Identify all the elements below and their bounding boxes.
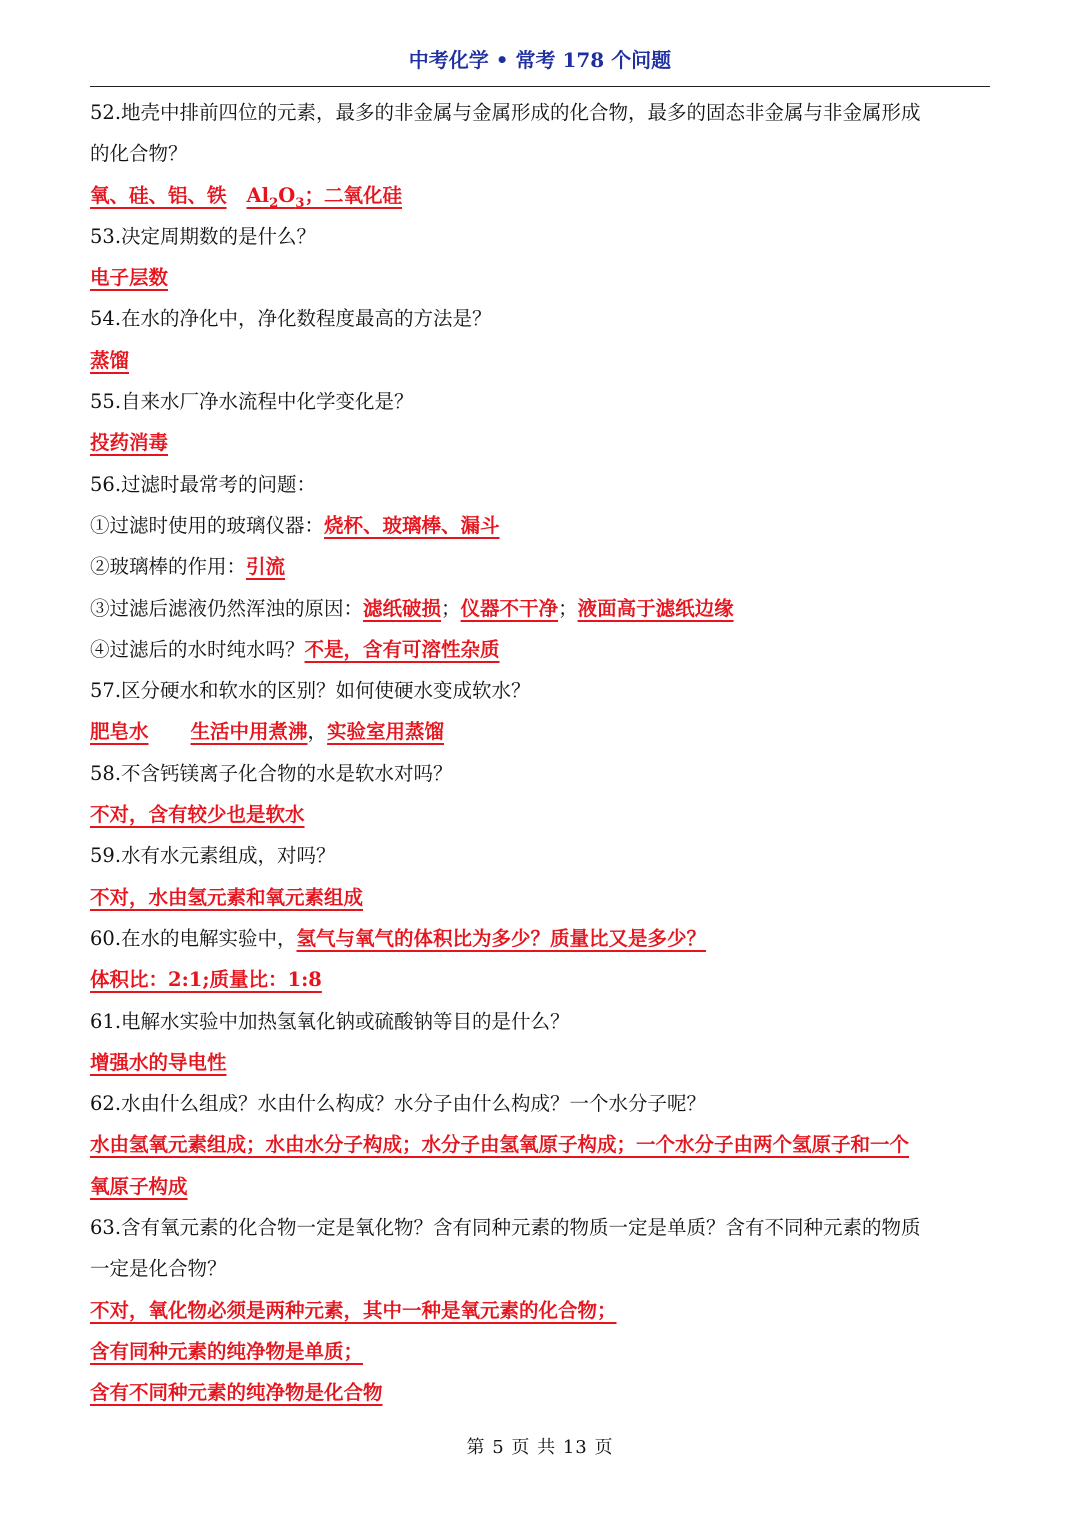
formula-sub-3: 3 [295, 195, 305, 211]
page-content [90, 92, 990, 1414]
question-60-text: 60.在水的电解实验中， [90, 926, 297, 950]
question-60 [90, 918, 990, 959]
formula-o: O [278, 183, 296, 207]
separator: ； [441, 596, 461, 620]
question-56-4 [90, 629, 990, 670]
question-58: 58.不含钙镁离子化合物的水是软水对吗？ [90, 761, 453, 785]
answer-56-1: 烧杯、玻璃棒、漏斗 [324, 513, 500, 537]
answer-57 [90, 711, 990, 752]
answer-56-4: 不是，含有可溶性杂质 [304, 637, 500, 661]
question-52-line-1: 52.地壳中排前四位的元素，最多的非金属与金属形成的化合物，最多的固态非金属与非金属形成 [90, 101, 921, 124]
question-55: 55.自来水厂净水流程中化学变化是？ [90, 390, 414, 414]
answer-56-3c: 液面高于滤纸边缘 [577, 596, 734, 620]
answer-56-3b: 仪器不干净 [460, 596, 559, 620]
answer-57-2: 生活中用煮沸 [190, 720, 308, 744]
question-54: 54.在水的净化中，净化数程度最高的方法是？ [90, 307, 492, 331]
question-56-3 [90, 588, 990, 629]
question-62: 62.水由什么组成？水由什么构成？水分子由什么构成？一个水分子呢？ [90, 1092, 707, 1116]
formula-sub-2: 2 [269, 195, 279, 211]
question-56-2 [90, 546, 990, 587]
answer-63-1: 不对，氧化物必须是两种元素，其中一种是氧元素的化合物； [90, 1298, 617, 1322]
page-header-title: 中考化学 • 常考 178 个问题 [408, 48, 672, 72]
question-57: 57.区分硬水和软水的区别？如何使硬水变成软水？ [90, 679, 531, 703]
question-63-line-2: 一定是化合物？ [90, 1257, 227, 1281]
answer-57-3: 实验室用蒸馏 [327, 720, 445, 744]
answer-52-elements: 氧、硅、铝、铁 [90, 183, 227, 207]
separator: ， [307, 720, 328, 744]
answer-59: 不对，水由氢元素和氧元素组成 [90, 885, 364, 909]
answer-56-3a: 滤纸破损 [363, 596, 442, 620]
page-number: 第 5 页 共 13 页 [466, 1437, 614, 1458]
question-63-line-1: 63.含有氧元素的化合物一定是氧化物？含有同种元素的物质一定是单质？含有不同种元素的物质 [90, 1216, 921, 1240]
question-56-2-text: ②玻璃棒的作用： [90, 555, 247, 579]
question-61: 61.电解水实验中加热氢氧化钠或硫酸钠等目的是什么？ [90, 1009, 570, 1033]
answer-54: 蒸馏 [90, 348, 130, 372]
answer-58: 不对，含有较少也是软水 [90, 803, 305, 827]
question-56-1 [90, 505, 990, 546]
separator: ； [558, 596, 578, 620]
answer-57-1: 肥皂水 [90, 720, 149, 744]
question-56-1-text: ①过滤时使用的玻璃仪器： [90, 513, 325, 537]
answer-53: 电子层数 [90, 266, 169, 290]
question-56-3-text: ③过滤后滤液仍然浑浊的原因： [90, 596, 364, 620]
answer-63-3: 含有不同种元素的纯净物是化合物 [90, 1381, 383, 1405]
question-60-highlight: 氢气与氧气的体积比为多少？质量比又是多少？ [296, 926, 707, 950]
answer-56-2: 引流 [246, 555, 286, 579]
answer-60: 体积比：2:1;质量比：1:8 [90, 968, 322, 992]
answer-62-line-2: 氧原子构成 [90, 1174, 188, 1198]
answer-52-compounds [246, 183, 403, 211]
answer-55: 投药消毒 [90, 431, 169, 455]
answer-62-line-1: 水由氢氧元素组成；水由水分子构成；水分子由氢氧原子构成；一个水分子由两个氢原子和一个 [90, 1133, 910, 1157]
question-56: 56.过滤时最常考的问题： [90, 472, 317, 496]
question-52-line-2: 的化合物？ [90, 142, 188, 166]
question-59: 59.水有水元素组成，对吗？ [90, 844, 336, 868]
answer-52-silica: ；二氧化硅 [304, 183, 403, 207]
question-56-4-text: ④过滤后的水时纯水吗？ [90, 637, 305, 661]
question-53: 53.决定周期数的是什么？ [90, 224, 317, 248]
answer-63-2: 含有同种元素的纯净物是单质； [90, 1339, 364, 1363]
answer-52 [90, 175, 990, 216]
answer-61: 增强水的导电性 [90, 1050, 227, 1074]
header-divider [90, 86, 990, 87]
formula-al: Al [246, 183, 270, 207]
